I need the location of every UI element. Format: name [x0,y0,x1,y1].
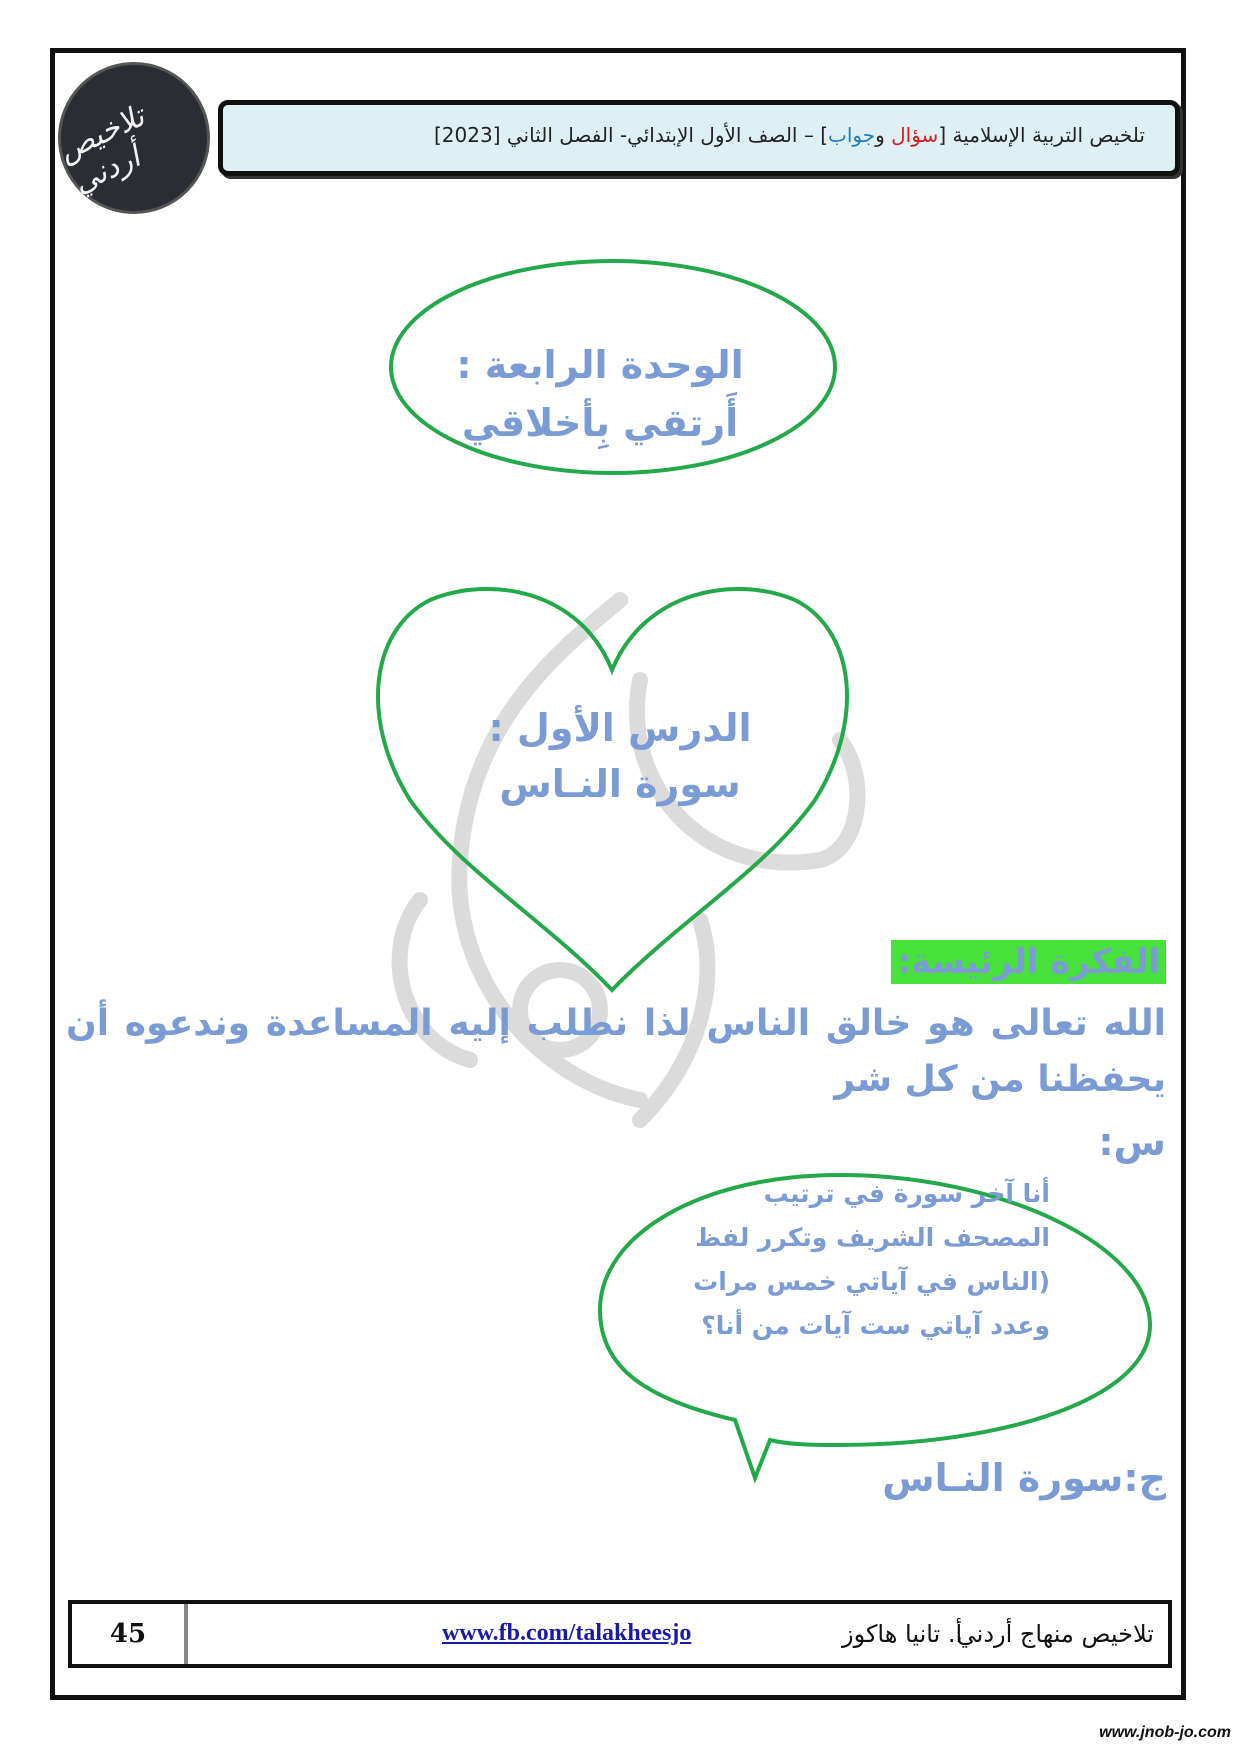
teacher-name: أ. تانيا هاكوز [842,1620,963,1648]
unit-line-1: الوحدة الرابعة : [456,343,744,387]
unit-line-2: أَرتقي بِأخلاقي [461,401,739,445]
page-number: 45 [72,1604,188,1664]
footer-brand: تلاخيص منهاج أردني [956,1620,1154,1648]
header-and: و [875,123,892,147]
unit-title [380,336,820,452]
header-suffix: ] – الصف الأول الإبتدائي- الفصل الثاني [2023] [433,123,829,147]
main-idea-text: الله تعالى هو خالق الناس لذا نطلب إليه المساعدة وندعوه أن يحفظنا من كل شر [66,1003,1166,1100]
question-line-4: وعدد آياتي ست آيات من أنا؟ [701,1311,1050,1340]
lesson-line-2: سورة النـاس [499,762,741,806]
main-idea-label: الفكرة الرئيسة: [891,940,1166,984]
header-answer-word: جواب [828,123,876,147]
lesson-line-1: الدرس الأول : [488,706,752,750]
footer [68,1600,1172,1668]
site-watermark: www.jnob-jo.com [1099,1724,1231,1741]
lesson-title [470,700,770,812]
question-line-2: المصحف الشريف وتكرر لفظ [695,1223,1050,1252]
question-label: س: [1098,1120,1166,1164]
header-question-word: سؤال [891,123,939,147]
answer-text: ج:سورة النـاس [882,1456,1166,1500]
logo-text: تلاخيص أردني [53,98,150,201]
question-line-1: أنا آخر سورة في ترتيب [763,1179,1050,1208]
header-prefix: تلخيص التربية الإسلامية [ [938,123,1145,147]
question-line-3: (الناس في آياتي خمس مرات [693,1267,1050,1296]
facebook-link[interactable]: www.fb.com/talakheesjo [442,1620,692,1646]
question-text [650,1172,1050,1348]
